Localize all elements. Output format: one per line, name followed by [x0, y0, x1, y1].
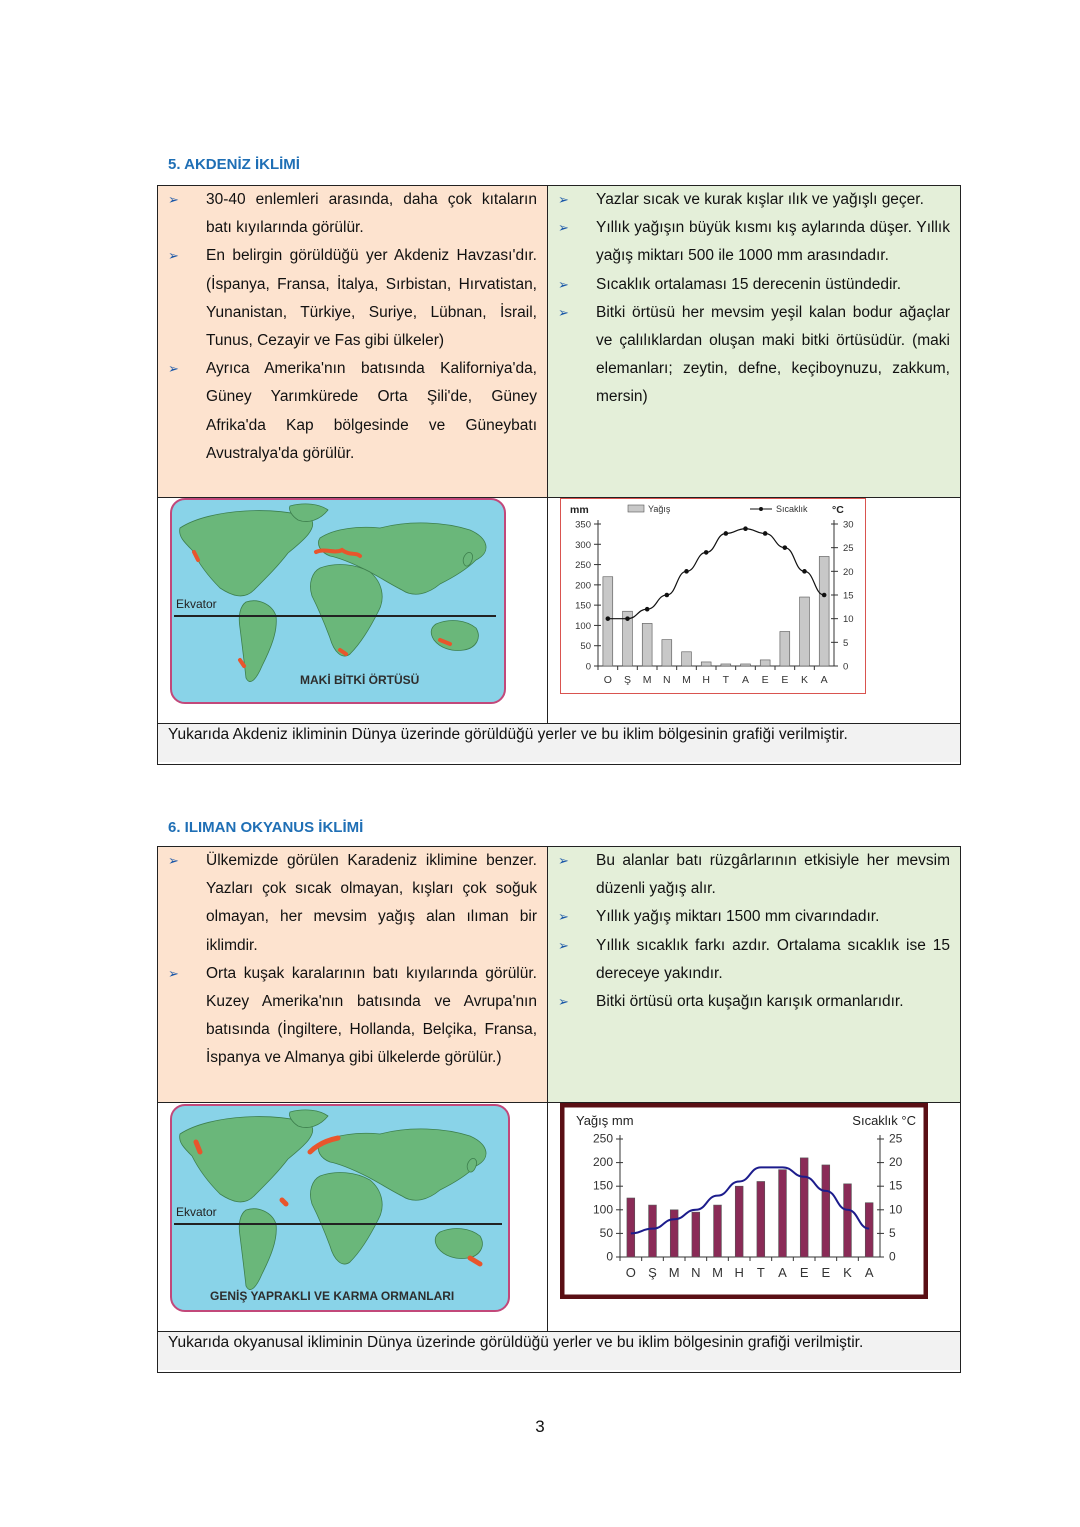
legend-label-bar: Yağış: [648, 504, 671, 514]
chart-bar: [779, 1170, 787, 1257]
x-tick-label: A: [820, 674, 828, 686]
map-caption: GENİŞ YAPRAKLI VE KARMA ORMANLARI: [210, 1289, 455, 1303]
arrow-bullet-icon: ➢: [558, 276, 569, 292]
okyanus-table: [157, 846, 961, 1373]
world-map-maki: [170, 498, 506, 704]
x-tick-label: E: [781, 674, 789, 686]
akdeniz-caption: Yukarıda Akdeniz ikliminin Dünya üzerinde görüldüğü yerler ve bu iklim bölgesinin grafiği verilmiştir.: [158, 724, 960, 762]
x-tick-label: M: [682, 674, 691, 686]
list-item: ➢ Ülkemizde görülen Karadeniz iklimine benzer. Yazları çok sıcak olmayan, kışları çok soğuk olmayan, her mevsim yağış alan ılıman bir iklimdir.: [158, 847, 547, 960]
chart-bar: [692, 1212, 700, 1257]
y2-axis-title: Sıcaklık °C: [852, 1113, 916, 1128]
y-tick-label: 250: [575, 560, 591, 572]
chart-bar: [735, 1186, 743, 1257]
temperature-point: [665, 593, 670, 598]
legend-label-line: Sıcaklık: [776, 504, 808, 514]
arrow-bullet-icon: ➢: [168, 853, 179, 868]
arrow-bullet-icon: ➢: [168, 965, 179, 981]
x-tick-label: T: [756, 1265, 765, 1280]
temperature-point: [822, 593, 827, 598]
x-tick-label: Ş: [648, 1265, 657, 1280]
x-tick-label: O: [625, 1265, 636, 1280]
list-item: ➢ Yazlar sıcak ve kurak kışlar ılık ve yağışlı geçer.: [548, 186, 960, 214]
temperature-point: [783, 545, 788, 550]
y2-tick-label: 30: [843, 519, 854, 531]
okyanus-left-cell: [158, 847, 548, 1102]
x-tick-label: H: [702, 674, 710, 686]
okyanus-right-list: [548, 847, 960, 1016]
akdeniz-left-list: [158, 186, 547, 468]
arrow-bullet-icon: ➢: [558, 192, 569, 207]
list-item: ➢ Bitki örtüsü orta kuşağın karışık ormanlarıdır.: [548, 988, 960, 1016]
chart-bar: [844, 1184, 852, 1257]
ekvator-label: Ekvator: [176, 1205, 217, 1219]
temperature-point: [802, 569, 807, 574]
y2-tick-label: 20: [889, 1155, 903, 1170]
x-tick-label: E: [799, 1265, 809, 1280]
chart-bar: [670, 1210, 678, 1257]
y2-tick-label: 25: [843, 543, 854, 555]
y-tick-label: 100: [592, 1202, 613, 1217]
temperature-point: [684, 569, 689, 574]
map-caption: MAKİ BİTKİ ÖRTÜSÜ: [300, 673, 420, 687]
chart-bar: [662, 640, 672, 666]
y2-tick-label: 0: [889, 1249, 896, 1264]
y-tick-label: 0: [585, 661, 591, 673]
y2-tick-label: 10: [843, 614, 854, 626]
akdeniz-chart-cell: [548, 498, 960, 723]
y-tick-label: 50: [580, 641, 591, 653]
y-axis-title: mm: [570, 504, 589, 516]
y2-tick-label: 5: [889, 1225, 896, 1240]
section-title-akdeniz: 5. AKDENİZ İKLİMİ: [168, 156, 300, 173]
okyanus-chart-cell: [548, 1103, 960, 1331]
y-tick-label: 50: [599, 1225, 613, 1240]
chart-bar: [819, 556, 829, 666]
list-item: ➢ Yıllık sıcaklık farkı azdır. Ortalama sıcaklık ise 15 dereceye yakındır.: [548, 932, 960, 988]
chart-bar: [800, 1158, 808, 1257]
arrow-bullet-icon: ➢: [558, 304, 569, 320]
temperature-point: [743, 526, 748, 531]
list-item: ➢ En belirgin görüldüğü yer Akdeniz Havzası'dır. (İspanya, Fransa, İtalya, Sırbistan, Hırvatistan, Yunanistan, Türkiye, Suriye, Lübnan, İsrail, Tunus, Cezayir ve Fas gibi ülkeler): [158, 242, 547, 355]
chart-bar: [865, 1203, 873, 1257]
y-tick-label: 300: [575, 539, 591, 551]
chart-bar: [701, 662, 711, 666]
temperature-point: [724, 531, 729, 536]
x-tick-label: O: [603, 674, 612, 686]
y-tick-label: 0: [606, 1249, 613, 1264]
x-tick-label: Ş: [623, 674, 632, 686]
chart-bar: [741, 664, 751, 666]
temperature-point: [763, 531, 768, 536]
y-tick-label: 200: [592, 1155, 613, 1170]
y2-tick-label: 20: [843, 566, 854, 578]
akdeniz-climate-chart: [560, 498, 866, 694]
arrow-bullet-icon: ➢: [558, 220, 569, 236]
y2-tick-label: 15: [843, 590, 854, 602]
y2-tick-label: 25: [889, 1131, 903, 1146]
page-number: 3: [535, 1417, 545, 1436]
temperature-point: [606, 616, 611, 621]
y-tick-label: 150: [575, 600, 591, 612]
x-tick-label: A: [778, 1265, 787, 1280]
okyanus-left-list: [158, 847, 547, 1073]
arrow-bullet-icon: ➢: [168, 192, 179, 207]
x-tick-label: T: [722, 674, 730, 686]
y-tick-label: 250: [592, 1131, 613, 1146]
x-tick-label: E: [821, 1265, 831, 1280]
y-tick-label: 350: [575, 519, 591, 531]
chart-bar: [714, 1205, 722, 1257]
y-tick-label: 150: [592, 1178, 613, 1193]
temperature-point: [645, 607, 650, 612]
ekvator-label: Ekvator: [176, 597, 217, 611]
akdeniz-table: [157, 185, 961, 765]
x-tick-label: K: [843, 1265, 852, 1280]
arrow-bullet-icon: ➢: [558, 994, 569, 1010]
akdeniz-left-cell: [158, 186, 548, 497]
x-tick-label: H: [734, 1265, 744, 1280]
chart-bar: [649, 1205, 657, 1257]
y2-tick-label: 15: [889, 1178, 903, 1193]
y-axis-title: Yağış mm: [576, 1113, 634, 1128]
y-tick-label: 100: [575, 620, 591, 632]
list-item: ➢ Yıllık yağışın büyük kısmı kış aylarında düşer. Yıllık yağış miktarı 500 ile 1000 mm arasındadır.: [548, 214, 960, 270]
legend-swatch-bar: [628, 505, 644, 512]
okyanus-climate-chart: [560, 1103, 928, 1299]
y2-tick-label: 0: [843, 661, 849, 673]
x-tick-label: M: [668, 1265, 680, 1280]
chart-bar: [760, 660, 770, 666]
list-item: ➢ Yıllık yağış miktarı 1500 mm civarındadır.: [548, 903, 960, 931]
temperature-point: [704, 550, 709, 555]
okyanus-caption: Yukarıda okyanusal ikliminin Dünya üzerinde görüldüğü yerler ve bu iklim bölgesinin grafiği verilmiştir.: [158, 1332, 960, 1370]
akdeniz-right-list: [548, 186, 960, 412]
list-item: ➢ Orta kuşak karalarının batı kıyılarında görülür. Kuzey Amerika'nın batısında ve Avrupa'nın batısında (İngiltere, Hollanda, Belçika, Fransa, İspanya ve Almanya gibi ülkelerde görülür.): [158, 960, 547, 1073]
x-tick-label: A: [741, 674, 750, 686]
arrow-bullet-icon: ➢: [168, 361, 179, 377]
world-map-karma-orman: [170, 1104, 510, 1312]
chart-bar: [780, 632, 790, 666]
chart-bar: [721, 664, 731, 666]
list-item: ➢ 30-40 enlemleri arasında, daha çok kıtaların batı kıyılarında görülür.: [158, 186, 547, 242]
y2-tick-label: 10: [889, 1202, 903, 1217]
arrow-bullet-icon: ➢: [558, 937, 569, 953]
chart-bar: [822, 1165, 830, 1257]
arrow-bullet-icon: ➢: [558, 909, 569, 925]
chart-bar: [757, 1181, 765, 1257]
y2-tick-label: 5: [843, 637, 849, 649]
list-item: ➢ Bitki örtüsü her mevsim yeşil kalan bodur ağaçlar ve çalılıklardan oluşan maki bitki örtüsüdür. (maki elemanları; zeytin, defne, keçiboynuzu, zakkum, mersin): [548, 299, 960, 412]
x-tick-label: K: [800, 674, 809, 686]
arrow-bullet-icon: ➢: [558, 853, 569, 868]
list-item: ➢ Bu alanlar batı rüzgârlarının etkisiyle her mevsim düzenli yağış alır.: [548, 847, 960, 903]
chart-bar: [627, 1198, 635, 1257]
x-tick-label: N: [663, 674, 671, 686]
okyanus-map-cell: [158, 1103, 548, 1331]
y-tick-label: 200: [575, 580, 591, 592]
chart-bar: [603, 577, 613, 666]
list-item: ➢ Sıcaklık ortalaması 15 derecenin üstündedir.: [548, 271, 960, 299]
legend-swatch-point: [759, 507, 763, 511]
chart-bar: [682, 652, 692, 666]
akdeniz-map-cell: [158, 498, 548, 723]
chart-bar: [642, 623, 652, 666]
x-tick-label: M: [712, 1265, 723, 1280]
x-tick-label: M: [642, 674, 652, 686]
x-tick-label: E: [761, 674, 769, 686]
akdeniz-right-cell: [548, 186, 960, 497]
list-item: ➢ Ayrıca Amerika'nın batısında Kaliforniya'da, Güney Yarımkürede Orta Şili'de, Güney Afrika'da Kap bölgesinde ve Güneybatı Avustralya'da görülür.: [158, 355, 547, 468]
okyanus-right-cell: [548, 847, 960, 1102]
temperature-point: [625, 616, 630, 621]
chart-bar: [800, 597, 810, 666]
x-tick-label: N: [691, 1265, 701, 1280]
x-tick-label: A: [864, 1265, 874, 1280]
section-title-iliman-okyanus: 6. ILIMAN OKYANUS İKLİMİ: [168, 819, 364, 836]
y2-axis-title: °C: [832, 504, 844, 516]
arrow-bullet-icon: ➢: [168, 248, 179, 264]
